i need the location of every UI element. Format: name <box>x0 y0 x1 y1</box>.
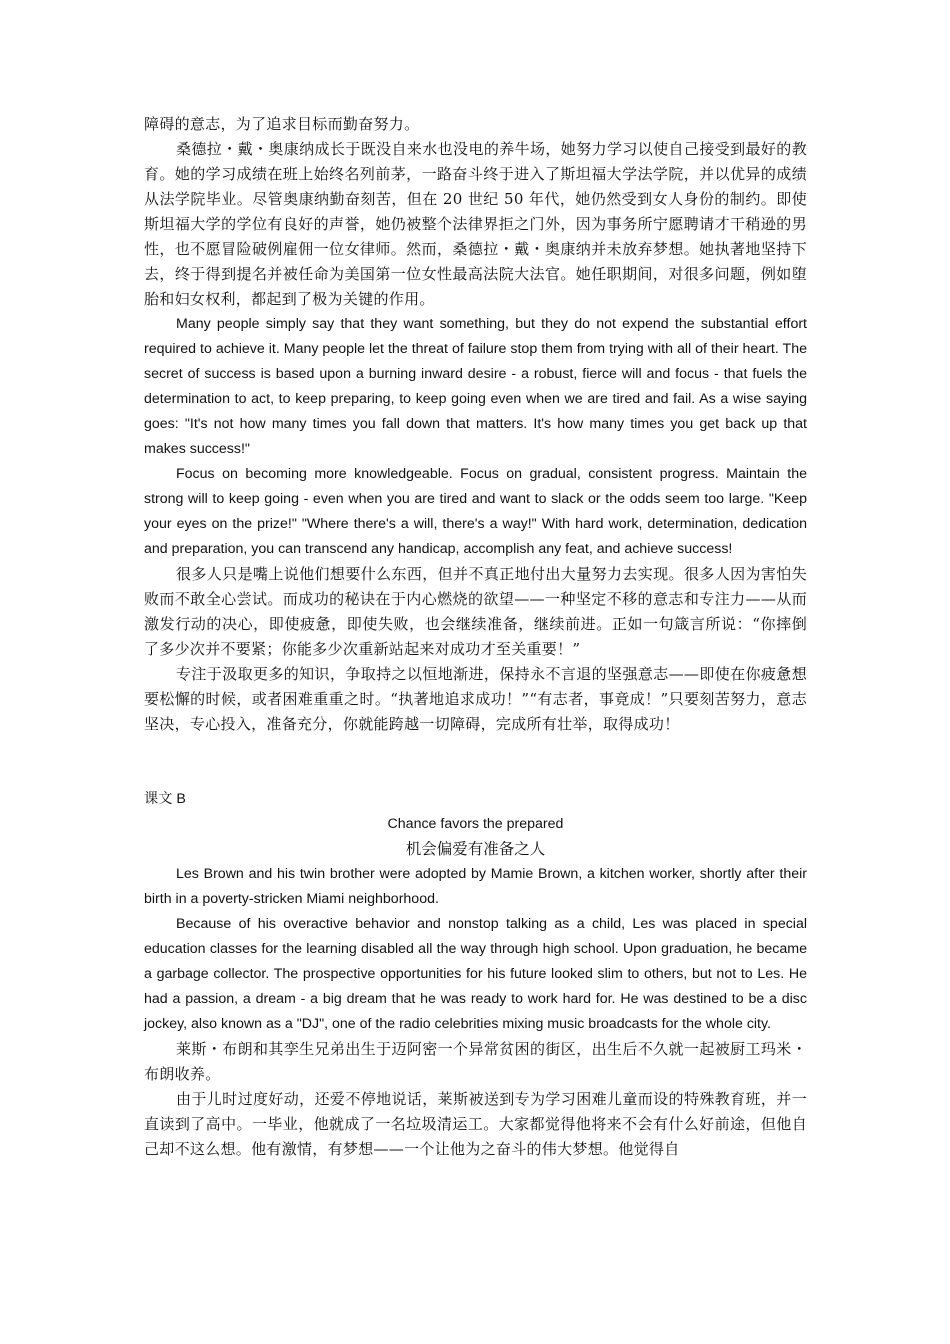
paragraph-les-brown-en: Les Brown and his twin brother were adopted by Mamie Brown, a kitchen worker, shortly after their birth in a poverty-stricken Miami neighborhood. <box>144 866 807 907</box>
section-spacer <box>144 737 807 787</box>
section-title-zh: 机会偏爱有准备之人 <box>405 840 546 858</box>
paragraph-les-brown-zh: 莱斯・布朗和其孪生兄弟出生于迈阿密一个异常贫困的街区，出生后不久就一起被厨工玛米・布朗收养。 <box>144 1040 807 1083</box>
paragraph-les-education-zh: 由于儿时过度好动，还爱不停地说话，莱斯被送到专为学习困难儿童而设的特殊教育班，并一直读到了高中。一毕业，他就成了一名垃圾清运工。大家都觉得他将来不会有什么好前途，但他自己却不这么想。他有激情，有梦想——一个让他为之奋斗的伟大梦想。他觉得自 <box>144 1090 807 1158</box>
section-label: 课文 B <box>144 791 186 807</box>
document-page <box>144 112 807 1162</box>
section-title-en: Chance favors the prepared <box>387 816 564 832</box>
paragraph-les-education-en: Because of his overactive behavior and nonstop talking as a child, Les was placed in special education classes for the learning disabled all the way through high school. Upon graduation, he became a garbage collector. The prospective opportunities for his future looked slim to others, but not to Les. He had a passion, a dream - a big dream that he was ready to work hard for. He was destined to be a disc jockey, also known as a "DJ", one of the radio celebrities mixing music broadcasts for the whole city. <box>144 916 807 1032</box>
paragraph-continuation: 障碍的意志，为了追求目标而勤奋努力。 <box>144 115 420 133</box>
paragraph-focus-en: Focus on becoming more knowledgeable. Focus on gradual, consistent progress. Maintain the strong will to keep going - even when you are tired and want to slack or the odds seem too large. "Keep your eyes on the prize!" "Where there's a will, there's a way!" With hard work, determination, dedication and preparation, you can transcend any handicap, accomplish any feat, and achieve success! <box>144 466 807 557</box>
paragraph-effort-en: Many people simply say that they want something, but they do not expend the substantial effort required to achieve it. Many people let the threat of failure stop them from trying with all of their heart. The secret of success is based upon a burning inward desire - a robust, fierce will and focus - that fuels the determination to act, to keep preparing, to keep going even when we are tired and fail. As a wise saying goes: "It's not how many times you fall down that matters. It's how many times you get back up that makes success!" <box>144 316 807 457</box>
paragraph-focus-zh: 专注于汲取更多的知识，争取持之以恒地渐进，保持永不言退的坚强意志——即使在你疲惫想要松懈的时候，或者困难重重之时。“执著地追求成功！”“有志者，事竟成！”只要刻苦努力，意志坚决，专心投入，准备充分，你就能跨越一切障碍，完成所有壮举，取得成功！ <box>144 665 807 733</box>
paragraph-oconnor-zh: 桑德拉・戴・奥康纳成长于既没自来水也没电的养牛场，她努力学习以使自己接受到最好的教育。她的学习成绩在班上始终名列前茅，一路奋斗终于进入了斯坦福大学法学院，并以优异的成绩从法学院毕业。尽管奥康纳勤奋刻苦，但在 20 世纪 50 年代，她仍然受到女人身份的制约。即使斯坦福大学的学位有良好的声誉，她仍被整个法律界拒之门外，因为事务所宁愿聘请才干稍逊的男性，也不愿冒险破例雇佣一位女律师。然而，桑德拉・戴・奥康纳并未放弃梦想。她执著地坚持下去，终于得到提名并被任命为美国第一位女性最高法院大法官。她任职期间，对很多问题，例如堕胎和妇女权利，都起到了极为关键的作用。 <box>144 140 807 308</box>
paragraph-effort-zh: 很多人只是嘴上说他们想要什么东西，但并不真正地付出大量努力去实现。很多人因为害怕失败而不敢全心尝试。而成功的秘诀在于内心燃烧的欲望——一种坚定不移的意志和专注力——从而激发行动的决心，即使疲惫，即使失败，也会继续准备，继续前进。正如一句箴言所说：“你摔倒了多少次并不要紧；你能多少次重新站起来对成功才至关重要！” <box>144 565 807 658</box>
